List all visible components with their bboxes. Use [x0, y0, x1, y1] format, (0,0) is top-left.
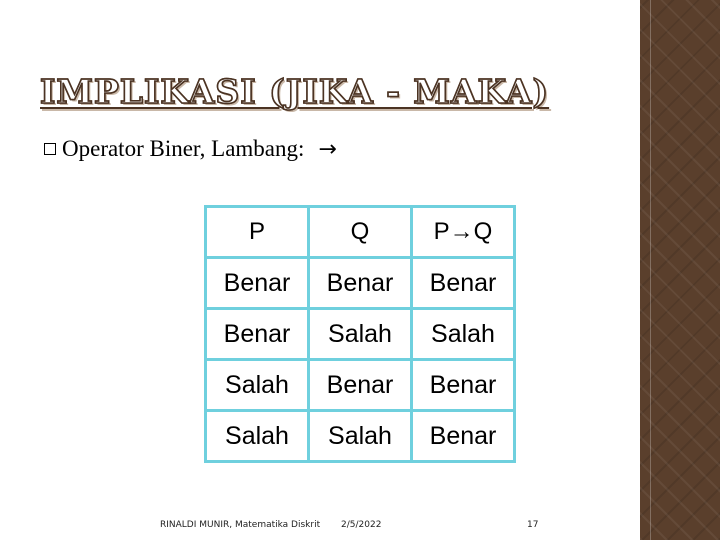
header-p-implies-q: P→Q — [412, 207, 515, 258]
bullet-item — [44, 136, 337, 162]
table-row — [206, 309, 515, 360]
header-q: Q — [309, 207, 412, 258]
bullet-text: Operator Biner, Lambang: — [62, 136, 305, 161]
table-cell: Benar — [309, 258, 412, 309]
table-cell: Salah — [206, 411, 309, 462]
table-cell: Salah — [309, 411, 412, 462]
table-cell: Benar — [206, 258, 309, 309]
decorative-side-strip — [640, 0, 720, 540]
table-cell: Salah — [412, 309, 515, 360]
footer-author: RINALDI MUNIR, Matematika Diskrit — [160, 520, 321, 530]
footer-page-number: 17 — [527, 520, 539, 530]
slide-title: IMPLIKASI (JIKA - MAKA) — [40, 72, 550, 111]
table-row — [206, 360, 515, 411]
table-cell: Benar — [412, 258, 515, 309]
strip-divider-line — [650, 0, 651, 540]
table-cell: Benar — [412, 411, 515, 462]
footer-date: 2/5/2022 — [341, 520, 382, 530]
table-header-row — [206, 207, 515, 258]
truth-table — [204, 205, 516, 463]
table-cell: Salah — [206, 360, 309, 411]
table-cell: Benar — [206, 309, 309, 360]
implication-arrow-symbol: → — [318, 136, 337, 162]
table-row — [206, 258, 515, 309]
table-cell: Benar — [412, 360, 515, 411]
table-cell: Benar — [309, 360, 412, 411]
header-p: P — [206, 207, 309, 258]
table-cell: Salah — [309, 309, 412, 360]
table-row — [206, 411, 515, 462]
bullet-square-icon — [44, 143, 56, 155]
